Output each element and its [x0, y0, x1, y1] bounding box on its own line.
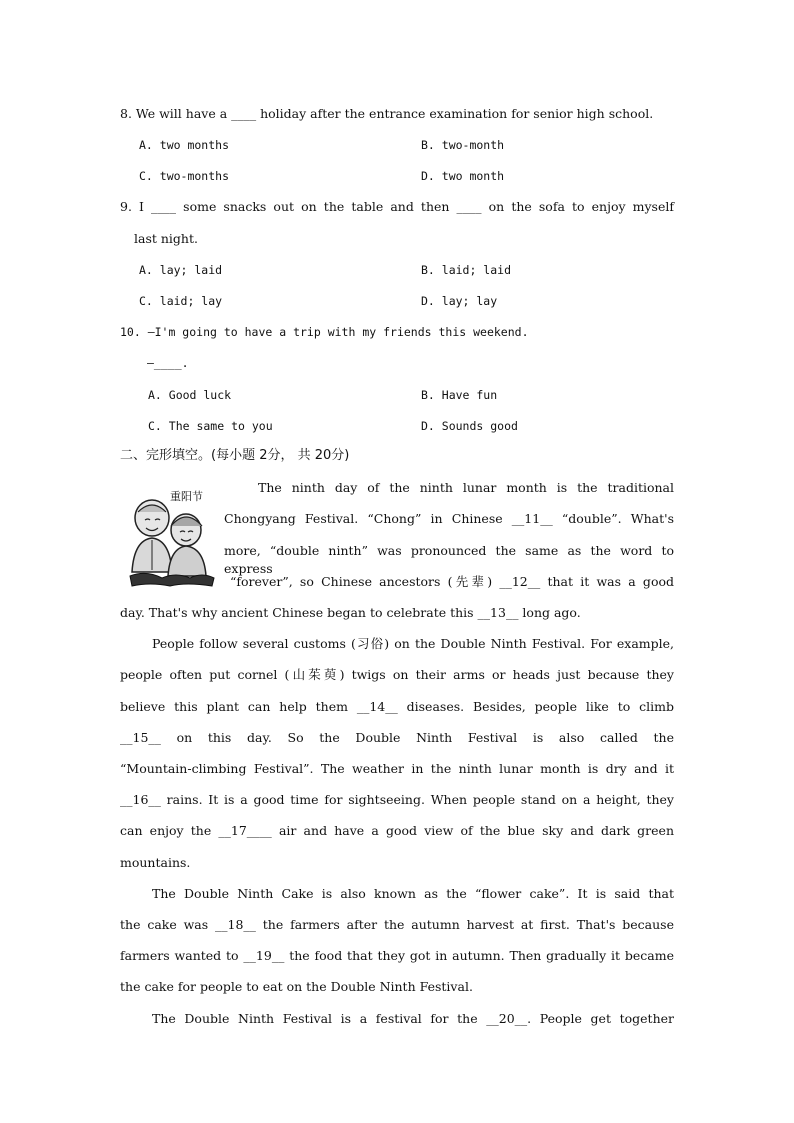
passage-p4-line1: The Double Ninth Festival is a festival for the __20__. People get together: [152, 1011, 674, 1026]
passage-p2-line6: __16__ rains. It is a good time for sightseeing. When people stand on a height, they: [120, 792, 674, 807]
question-10-option-b: B. Have fun: [421, 388, 498, 402]
passage-p3-line4: the cake for people to eat on the Double Ninth Festival.: [120, 979, 473, 994]
question-8-option-d: D. two month: [421, 169, 505, 183]
question-8-stem: 8. We will have a ____ holiday after the entrance examination for senior high school.: [120, 106, 654, 121]
passage-p2-line8: mountains.: [120, 855, 191, 870]
passage-p2-line4: __15__ on this day. So the Double Ninth Festival is also called the: [120, 730, 674, 745]
question-9-option-c: C. laid; lay: [139, 294, 223, 308]
question-10-option-a: A. Good luck: [148, 388, 232, 402]
chongyang-illustration: [126, 486, 216, 588]
question-8-option-a: A. two months: [139, 138, 230, 152]
passage-p1-line3: more, “double ninth” was pronounced the same as the word to express: [224, 543, 674, 576]
question-8-option-c: C. two-months: [139, 169, 230, 183]
passage-p1-line1: The ninth day of the ninth lunar month is the traditional: [258, 480, 674, 495]
passage-p1-line4: “forever”, so Chinese ancestors (先辈) __12__ that it was a good: [230, 574, 674, 589]
passage-p3-line2: the cake was __18__ the farmers after the autumn harvest at first. That's because: [120, 917, 674, 932]
question-9-option-d: D. lay; lay: [421, 294, 498, 308]
question-10-option-d: D. Sounds good: [421, 419, 518, 433]
passage-p1-line2: Chongyang Festival. “Chong” in Chinese __11__ “double”. What's: [224, 511, 674, 526]
question-9-option-b: B. laid; laid: [421, 263, 512, 277]
question-10-option-c: C. The same to you: [148, 419, 273, 433]
question-10-response: —____.: [147, 356, 189, 370]
passage-p2-line1: People follow several customs (习俗) on the Double Ninth Festival. For example,: [152, 636, 674, 651]
passage-p2-line2: people often put cornel (山茱萸) twigs on their arms or heads just because they: [120, 667, 674, 682]
question-9-stem: 9. I ____ some snacks out on the table and then ____ on the sofa to enjoy myself: [120, 199, 674, 214]
passage-p2-line3: believe this plant can help them __14__ diseases. Besides, people like to climb: [120, 699, 674, 714]
question-10-stem: 10. —I'm going to have a trip with my friends this weekend.: [120, 325, 529, 339]
section-heading: 二、完形填空。(每小题 2分， 共 20分): [120, 448, 350, 463]
question-8-option-b: B. two-month: [421, 138, 505, 152]
passage-p2-line5: “Mountain-climbing Festival”. The weather in the ninth lunar month is dry and it: [120, 761, 674, 776]
illustration-label: 重阳节: [170, 490, 203, 503]
question-9-option-a: A. lay; laid: [139, 263, 223, 277]
passage-p3-line1: The Double Ninth Cake is also known as the “flower cake”. It is said that: [152, 886, 674, 901]
passage-p2-line7: can enjoy the __17____ air and have a good view of the blue sky and dark green: [120, 823, 674, 838]
passage-p1-line5: day. That's why ancient Chinese began to celebrate this __13__ long ago.: [120, 605, 581, 620]
passage-p3-line3: farmers wanted to __19__ the food that they got in autumn. Then gradually it became: [120, 948, 674, 963]
question-9-stem-continuation: last night.: [134, 231, 198, 246]
